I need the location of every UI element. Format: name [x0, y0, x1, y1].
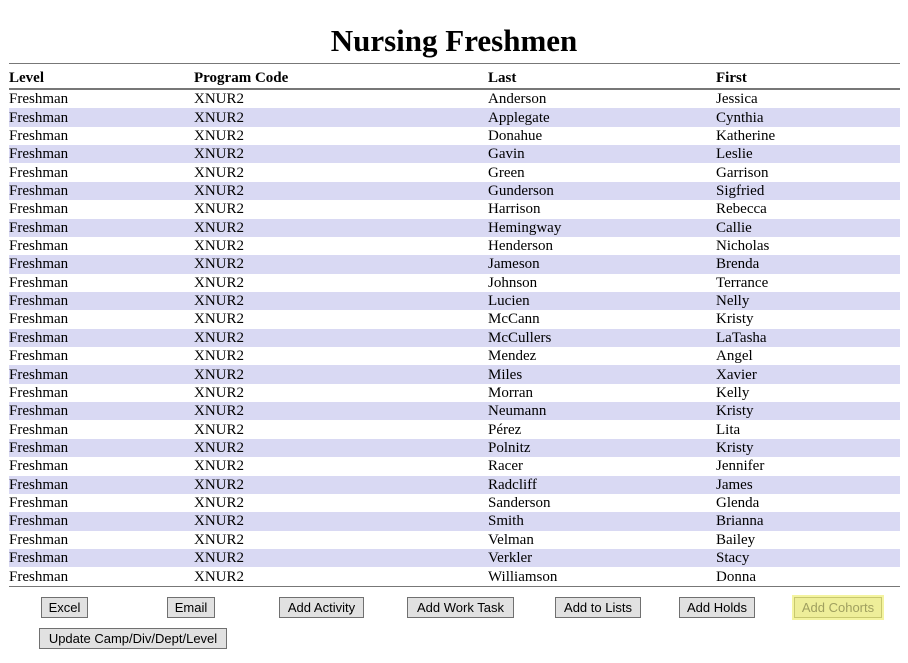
cell-level: Freshman — [9, 531, 69, 548]
cell-first: Kristy — [716, 311, 754, 328]
table-row — [9, 420, 900, 438]
cell-program-code: XNUR2 — [194, 219, 245, 236]
table-row — [9, 494, 900, 512]
cell-last: Applegate — [488, 109, 550, 126]
cell-last: Neumann — [488, 403, 547, 420]
table-row — [9, 402, 900, 420]
cell-last: Hemingway — [488, 219, 562, 236]
cell-last: Miles — [488, 366, 523, 383]
cell-level: Freshman — [9, 329, 69, 346]
email-button[interactable]: Email — [167, 597, 215, 618]
table-row — [9, 457, 900, 475]
cell-first: Kristy — [716, 440, 754, 456]
cell-first: Kristy — [716, 403, 754, 420]
table-row — [9, 219, 900, 237]
cell-program-code: XNUR2 — [194, 146, 245, 163]
cell-last: Green — [488, 164, 525, 181]
table-row — [9, 439, 900, 457]
cell-program-code: XNUR2 — [194, 91, 245, 108]
table-row — [9, 163, 900, 181]
cell-level: Freshman — [9, 311, 69, 328]
cell-last: Williamson — [488, 567, 716, 586]
cell-first: Callie — [716, 219, 752, 236]
table-row — [9, 200, 900, 218]
cell-program-code: XNUR2 — [194, 311, 245, 328]
cell-program-code: XNUR2 — [194, 182, 245, 199]
cell-program-code: XNUR2 — [194, 495, 245, 512]
cell-level: Freshman — [9, 274, 69, 291]
cell-program-code: XNUR2 — [194, 476, 245, 493]
cell-first: Nicholas — [716, 238, 770, 255]
cell-program-code: XNUR2 — [194, 201, 245, 218]
cell-level: Freshman — [9, 127, 69, 144]
cell-program-code: XNUR2 — [194, 109, 245, 126]
cell-level: Freshman — [9, 109, 69, 126]
header-level[interactable]: Level — [9, 64, 194, 90]
cell-level: Freshman — [9, 567, 194, 586]
cell-level: Freshman — [9, 421, 69, 438]
cell-program-code: XNUR2 — [194, 531, 245, 548]
table-row — [9, 274, 900, 292]
cell-first: Bailey — [716, 531, 756, 548]
cell-last: Smith — [488, 513, 524, 530]
cell-level: Freshman — [9, 238, 69, 255]
table-row — [9, 237, 900, 255]
table-row — [9, 512, 900, 530]
cell-last: Polnitz — [488, 440, 531, 456]
cell-first: Brenda — [716, 256, 760, 273]
cell-first: Stacy — [716, 550, 750, 567]
header-program-code[interactable]: Program Code — [194, 64, 488, 90]
cell-first: James — [716, 476, 753, 493]
cell-program-code: XNUR2 — [194, 550, 245, 567]
cell-first: Cynthia — [716, 109, 764, 126]
cell-program-code: XNUR2 — [194, 567, 488, 586]
cell-first: Garrison — [716, 164, 769, 181]
cell-first: LaTasha — [716, 329, 767, 346]
cell-last: Radcliff — [488, 476, 537, 493]
cell-last: Harrison — [488, 201, 541, 218]
cell-program-code: XNUR2 — [194, 256, 245, 273]
cell-first: Donna — [716, 567, 900, 586]
cell-last: Pérez — [488, 421, 522, 438]
table-row — [9, 329, 900, 347]
cell-last: Mendez — [488, 348, 537, 365]
header-last[interactable]: Last — [488, 64, 716, 90]
excel-button[interactable]: Excel — [41, 597, 88, 618]
cell-program-code: XNUR2 — [194, 293, 245, 310]
cell-last: McCann — [488, 311, 540, 328]
cell-level: Freshman — [9, 403, 69, 420]
cell-first: Jennifer — [716, 458, 765, 475]
cell-program-code: XNUR2 — [194, 384, 245, 401]
cell-program-code: XNUR2 — [194, 513, 245, 530]
table-row — [9, 145, 900, 163]
cell-last: Gavin — [488, 146, 525, 163]
cell-last: Jameson — [488, 256, 540, 273]
cell-last: Morran — [488, 384, 533, 401]
cell-first: Angel — [716, 348, 753, 365]
cell-first: Sigfried — [716, 182, 765, 199]
cell-level: Freshman — [9, 513, 69, 530]
cell-level: Freshman — [9, 550, 69, 567]
cell-first: Nelly — [716, 293, 750, 310]
table-row — [9, 531, 900, 549]
cell-program-code: XNUR2 — [194, 127, 245, 144]
students-table — [9, 63, 900, 587]
cell-level: Freshman — [9, 293, 69, 310]
table-row — [9, 108, 900, 126]
cell-program-code: XNUR2 — [194, 458, 245, 475]
cell-last: Donahue — [488, 127, 543, 144]
table-row — [9, 292, 900, 310]
table-row — [9, 567, 900, 586]
cell-level: Freshman — [9, 219, 69, 236]
cell-first: Leslie — [716, 146, 753, 163]
cell-program-code: XNUR2 — [194, 348, 245, 365]
table-row — [9, 549, 900, 567]
header-first[interactable]: First — [716, 64, 900, 90]
cell-last: Anderson — [488, 91, 547, 108]
cell-first: Terrance — [716, 274, 769, 291]
add-holds-button[interactable]: Add Holds — [679, 597, 755, 618]
cell-last: Sanderson — [488, 495, 551, 512]
table-row — [9, 365, 900, 383]
table-row — [9, 255, 900, 273]
cell-level: Freshman — [9, 476, 69, 493]
cell-level: Freshman — [9, 146, 69, 163]
cell-level: Freshman — [9, 182, 69, 199]
table-row — [9, 476, 900, 494]
cell-last: Lucien — [488, 293, 530, 310]
cell-last: Verkler — [488, 550, 533, 567]
cell-level: Freshman — [9, 384, 69, 401]
cell-last: Henderson — [488, 238, 553, 255]
table-row — [9, 182, 900, 200]
cell-program-code: XNUR2 — [194, 403, 245, 420]
cell-first: Lita — [716, 421, 741, 438]
cell-program-code: XNUR2 — [194, 366, 245, 383]
cell-last: Gunderson — [488, 182, 554, 199]
cell-first: Jessica — [716, 91, 758, 108]
cell-last: Johnson — [488, 274, 538, 291]
cell-program-code: XNUR2 — [194, 274, 245, 291]
cell-last: McCullers — [488, 329, 552, 346]
table-row — [9, 89, 900, 108]
table-row — [9, 384, 900, 402]
cell-level: Freshman — [9, 91, 69, 108]
cell-level: Freshman — [9, 256, 69, 273]
cell-level: Freshman — [9, 458, 69, 475]
page-title: Nursing Freshmen — [330, 23, 578, 58]
table-row — [9, 310, 900, 328]
cell-program-code: XNUR2 — [194, 164, 245, 181]
table-row — [9, 127, 900, 145]
add-activity-button[interactable]: Add Activity — [279, 597, 364, 618]
cell-program-code: XNUR2 — [194, 238, 245, 255]
cell-last: Velman — [488, 531, 534, 548]
cell-level: Freshman — [9, 495, 69, 512]
cell-first: Kelly — [716, 384, 750, 401]
cell-program-code: XNUR2 — [194, 440, 245, 456]
cell-first: Glenda — [716, 495, 760, 512]
cell-program-code: XNUR2 — [194, 421, 245, 438]
table-header-row — [9, 64, 900, 90]
add-to-lists-button[interactable]: Add to Lists — [555, 597, 641, 618]
add-work-task-button[interactable]: Add Work Task — [407, 597, 514, 618]
cell-first: Brianna — [716, 513, 764, 530]
cell-level: Freshman — [9, 366, 69, 383]
cell-first: Katherine — [716, 127, 776, 144]
cell-level: Freshman — [9, 440, 69, 456]
cell-first: Xavier — [716, 366, 757, 383]
table-row — [9, 347, 900, 365]
cell-first: Rebecca — [716, 201, 767, 218]
cell-level: Freshman — [9, 348, 69, 365]
add-cohorts-button[interactable]: Add Cohorts — [794, 597, 882, 618]
cell-level: Freshman — [9, 164, 69, 181]
cell-last: Racer — [488, 458, 523, 475]
cell-program-code: XNUR2 — [194, 329, 245, 346]
update-camp-div-dept-level-button[interactable]: Update Camp/Div/Dept/Level — [39, 628, 227, 649]
cell-level: Freshman — [9, 201, 69, 218]
